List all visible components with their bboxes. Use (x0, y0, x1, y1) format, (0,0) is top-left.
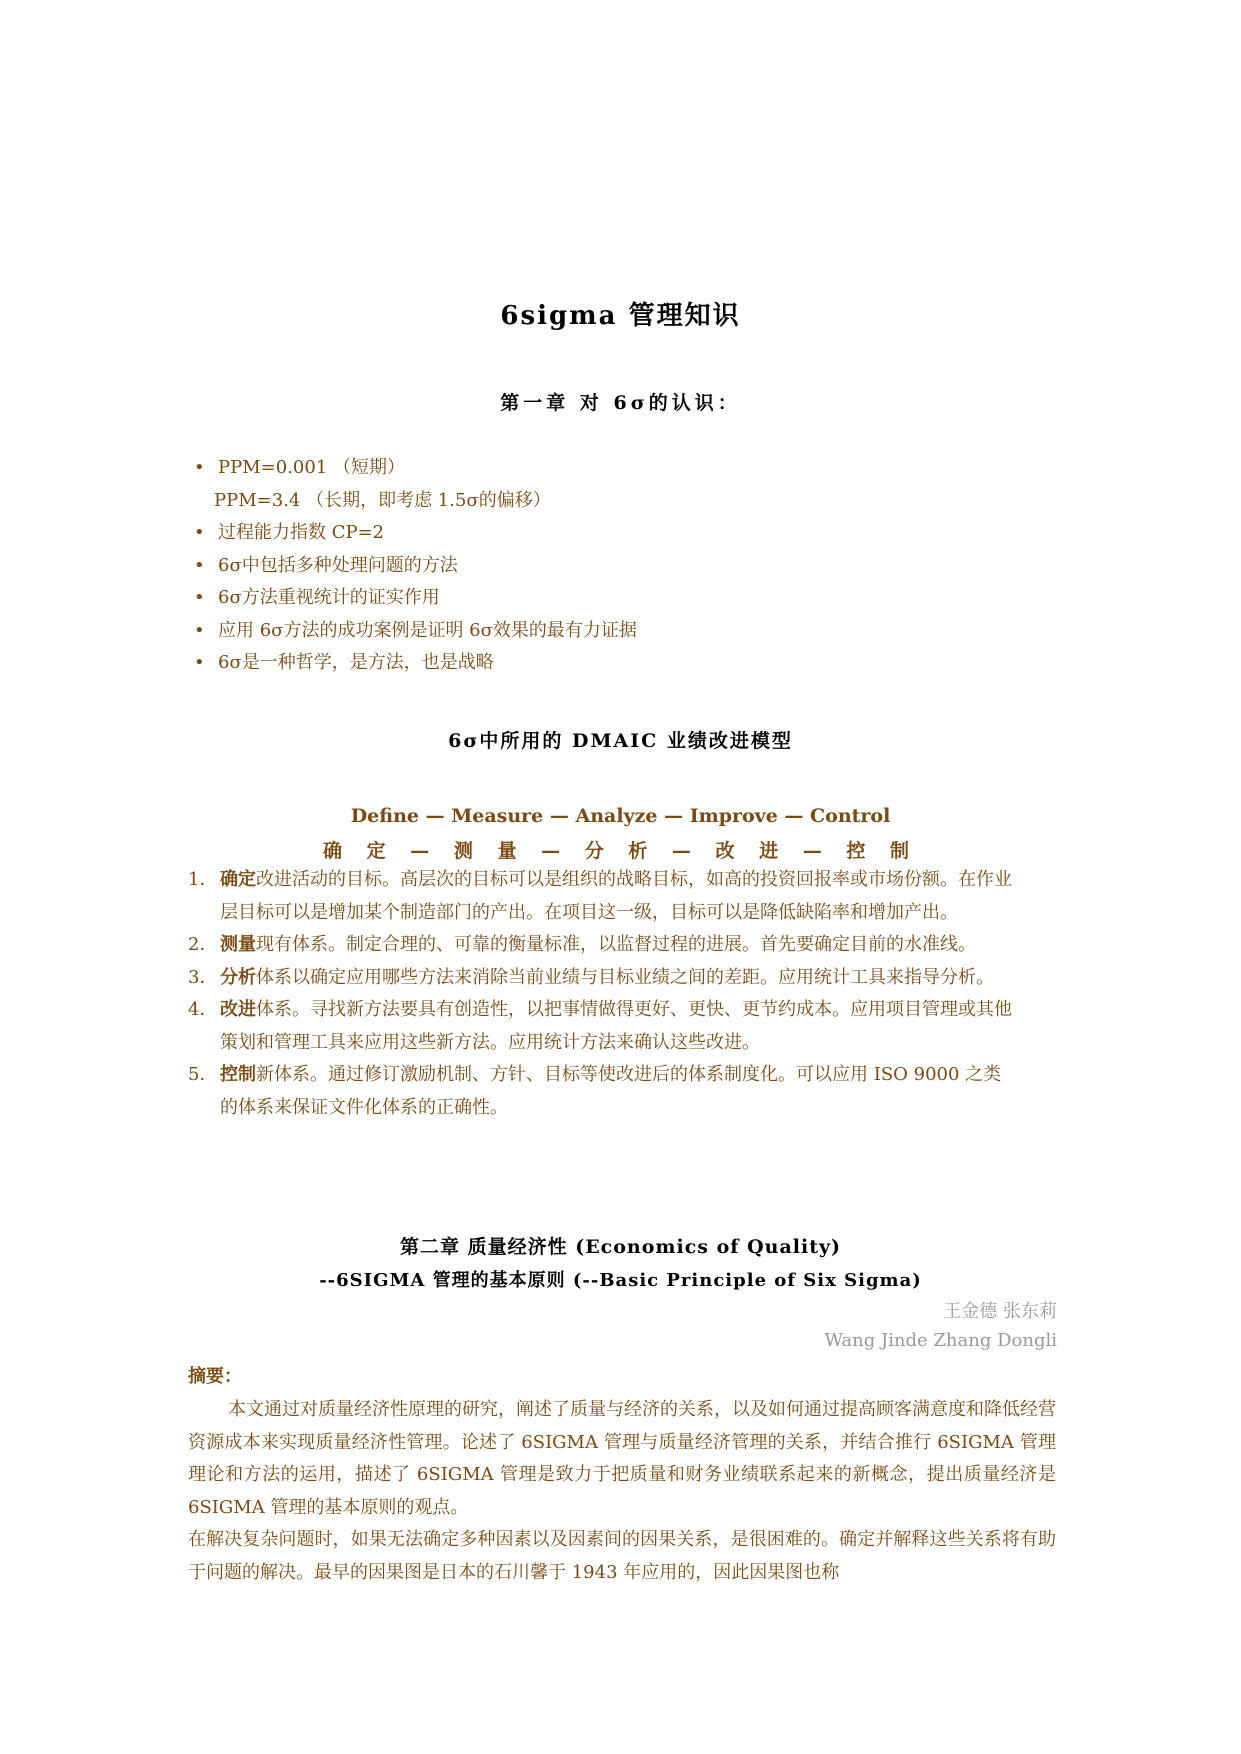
abstract-label: 摘要： (188, 1366, 242, 1387)
bullet-icon: • (194, 619, 205, 641)
dmaic-chinese-sequence: 确 定 — 测 量 — 分 析 — 改 进 — 控 制 (323, 840, 918, 862)
list-item: • 过程能力指数 CP=2 (188, 517, 637, 550)
authors-chinese: 王金德 张东莉 (943, 1301, 1057, 1322)
bullet-icon: • (194, 457, 205, 478)
sigma-bullet-list (188, 452, 637, 680)
list-item: • 6σ中包括多种处理问题的方法 (188, 550, 637, 583)
list-item: 4． 改进体系。寻找新方法要具有创造性，以把事情做得更好、更快、更节约成本。应用项目管理或其他策划和管理工具来应用这些新方法。应用统计方法来确认这些改进。 (188, 999, 1012, 1053)
list-item: PPM=3.4 （长期，即考虑 1.5σ的偏移） (214, 489, 551, 511)
list-item: • 6σ方法重视统计的证实作用 (188, 582, 637, 615)
step-keyword: 控制 (220, 1064, 256, 1085)
document-title: 6sigma 管理知识 (500, 301, 741, 331)
chapter-2-subtitle: --6SIGMA 管理的基本原则 (--Basic Principle of Six Sigma) (319, 1270, 922, 1291)
dmaic-english-sequence: Define — Measure — Analyze — Improve — Control (350, 805, 891, 827)
list-item: • PPM=0.001 （短期） (188, 452, 637, 485)
step-keyword: 分析 (220, 966, 256, 988)
step-keyword: 测量 (220, 934, 256, 955)
list-item: 5． 控制新体系。通过修订激励机制、方针、目标等使改进后的体系制度化。可以应用 ISO 9000 之类的体系来保证文件化体系的正确性。 (188, 1064, 1002, 1118)
bullet-icon: • (194, 522, 205, 543)
list-item: 1． 确定改进活动的目标。高层次的目标可以是组织的战略目标，如高的投资回报率或市场份额。在作业层目标可以是增加某个制造部门的产出。在项目这一级，目标可以是降低缺陷率和增加产出。 (188, 869, 1012, 923)
dmaic-steps-list (188, 864, 1018, 1124)
list-item: • 应用 6σ方法的成功案例是证明 6σ效果的最有力证据 (188, 615, 637, 648)
step-keyword: 确定 (220, 869, 256, 890)
list-item: 3． 分析体系以确定应用哪些方法来消除当前业绩与目标业绩之间的差距。应用统计工具来指导分析。 (188, 966, 994, 988)
bullet-icon: • (194, 652, 205, 673)
chapter-2-heading: 第二章 质量经济性 (Economics of Quality) (399, 1236, 841, 1258)
list-item: • 6σ是一种哲学，是方法，也是战略 (188, 647, 637, 680)
body-paragraph: 在解决复杂问题时，如果无法确定多种因素以及因素间的因果关系，是很困难的。确定并解释这些关系将有助于问题的解决。最早的因果图是日本的石川馨于 1943 年应用的，因此因果图也称 (188, 1529, 1056, 1583)
dmaic-section-heading: 6σ中所用的 DMAIC 业绩改进模型 (448, 730, 793, 752)
bullet-icon: • (194, 554, 205, 576)
abstract-paragraph: 本文通过对质量经济性原理的研究，阐述了质量与经济的关系，以及如何通过提高顾客满意度和降低经营资源成本来实现质量经济性管理。论述了 6SIGMA 管理与质量经济管理的关系，并结合推行 6SIGMA 管理理论和方法的运用，描述了 6SIGMA 管理是致力于把质量和财务业绩联系起来的新概念，提出质量经济是 6SIGMA 管理的基本原则的观点。 (188, 1399, 1056, 1518)
bullet-icon: • (194, 587, 205, 608)
list-item: 2． 测量现有体系。制定合理的、可靠的衡量标准，以监督过程的进展。首先要确定目前的水准线。 (188, 934, 976, 955)
authors-english: Wang Jinde Zhang Dongli (824, 1330, 1057, 1351)
chapter-1-heading: 第一章 对 6σ的认识： (500, 392, 741, 414)
step-keyword: 改进 (220, 999, 256, 1020)
